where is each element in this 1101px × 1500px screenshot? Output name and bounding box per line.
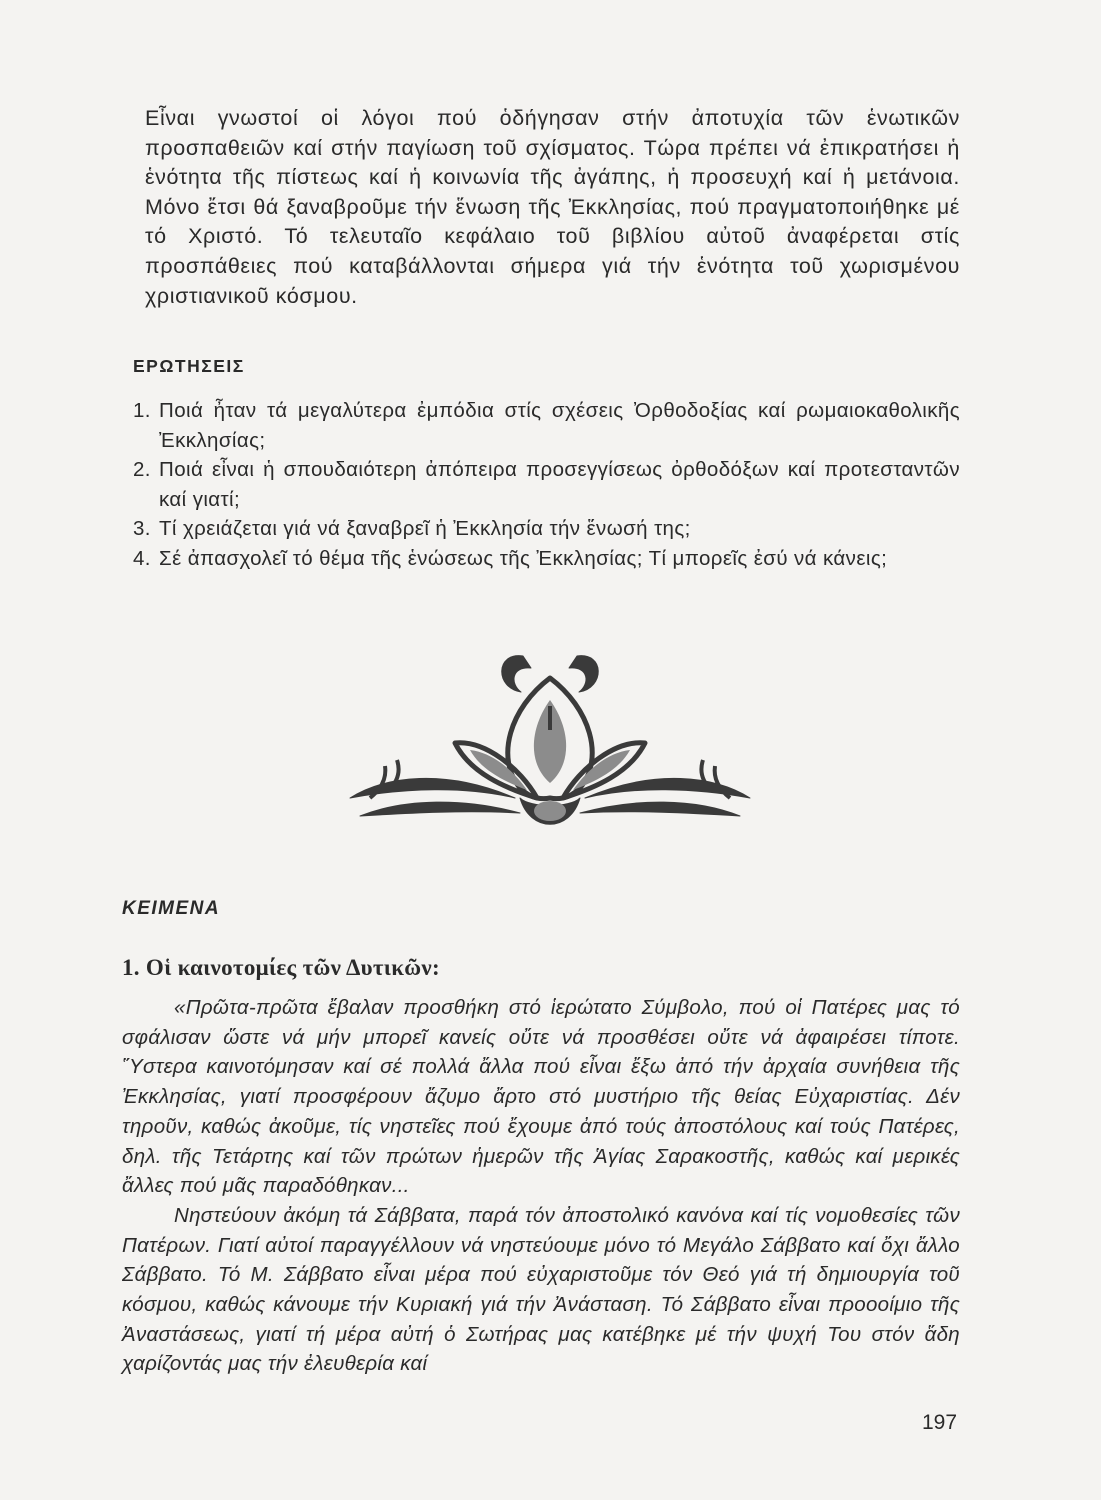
- page-number: 197: [922, 1411, 958, 1434]
- floral-ornament-icon: [345, 648, 755, 848]
- question-item: [133, 396, 960, 455]
- question-item: [133, 455, 960, 514]
- question-text: Σέ ἀπασχολεῖ τό θέμα τῆς ἑνώσεως τῆς Ἐκκλησίας; Τί μπορεῖς ἐσύ νά κάνεις;: [159, 546, 888, 570]
- question-item: [133, 544, 960, 574]
- question-text: Τί χρειάζεται γιά νά ξαναβρεῖ ἡ Ἐκκλησία τήν ἕνωσή της;: [159, 517, 691, 541]
- question-number: 4.: [133, 546, 151, 570]
- quote-paragraph: Νηστεύουν ἀκόμη τά Σάββατα, παρά τόν ἀποστολικό κανόνα καί τίς νομοθεσίες τῶν Πατέρων. Γιατί αὐτοί παραγγέλλουν νά νηστεύουμε μόνο τό Μεγάλο Σάββατο καί ὄχι ἄλλο Σάββατο. Τό Μ. Σάββατο εἶναι μέρα πού εὐχαριστοῦμε τόν Θεό γιά τή δημιουργία τοῦ κόσμου, καθώς κάνουμε τήν Κυριακή γιά τήν Ἀνάσταση. Τό Σάββατο εἶναι προοοίμιο τῆς Ἀναστάσεως, γιατί τή μέρα αὐτή ὁ Σωτήρας μας κατέβηκε μέ τήν ψυχή Του στόν ἅδη χαρίζοντάς μας τήν ἐλευθερία καί: [122, 1203, 960, 1376]
- questions-heading: ΕΡΩΤΗΣΕΙΣ: [133, 356, 245, 376]
- questions-list: [133, 396, 960, 574]
- question-number: 2.: [133, 458, 151, 482]
- question-number: 1.: [133, 399, 151, 422]
- question-text: Ποιά ἦταν τά μεγαλύτερα ἐμπόδια στίς σχέσεις Ὀρθοδοξίας καί ρωμαιοκαθολικῆς Ἐκκλησίας;: [159, 399, 960, 452]
- question-text: Ποιά εἶναι ἡ σπουδαιότερη ἀπόπειρα προσεγγίσεως ὀρθοδόξων καί προτεσταντῶν καί γιατί;: [159, 458, 960, 511]
- quote-paragraph: «Πρῶτα-πρῶτα ἔβαλαν προσθήκη στό ἱερώτατο Σύμβολο, πού οἱ Πατέρες μας τό σφάλισαν ὥστε νά μήν μπορεῖ κανείς οὔτε νά προσθέσει οὔτε νά ἀφαιρέσει τίποτε. Ὕστερα καινοτόμησαν καί σέ πολλά ἄλλα πού εἶναι ἔξω ἀπό τήν ἀρχαία συνήθεια τῆς Ἐκκλησίας, γιατί προσφέρουν ἄζυμο ἄρτο στό μυστήριο τῆς θείας Εὐχαριστίας. Δέν τηροῦν, καθώς ἀκοῦμε, τίς νηστεῖες πού ἔχουμε ἀπό τούς ἀποστόλους καί τούς Πατέρες, δηλ. τῆς Τετάρτης καί τῶν πρώτων ἡμερῶν τῆς Ἁγίας Σαρακοστῆς, καθώς καί μερικές ἄλλες πού μᾶς παραδόθηκαν...: [122, 996, 960, 1198]
- quoted-text: [122, 993, 960, 1379]
- question-item: [133, 514, 960, 544]
- section-title: 1. Οἱ καινοτομίες τῶν Δυτικῶν:: [122, 955, 440, 980]
- question-number: 3.: [133, 517, 151, 541]
- texts-heading: ΚΕΙΜΕΝΑ: [122, 898, 221, 919]
- intro-paragraph: Εἶναι γνωστοί οἱ λόγοι πού ὁδήγησαν στήν ἀποτυχία τῶν ἑνωτικῶν προσπαθειῶν καί στήν παγίωση τοῦ σχίσματος. Τώρα πρέπει νά ἐπικρατήσει ἡ ἑνότητα τῆς πίστεως καί ἡ κοινωνία τῆς ἀγάπης, ἡ προσευχή καί ἡ μετάνοια. Μόνο ἔτσι θά ξαναβροῦμε τήν ἕνωση τῆς Ἐκκλησίας, πού πραγματοποιήθηκε μέ τό Χριστό. Τό τελευταῖο κεφάλαιο τοῦ βιβλίου αὐτοῦ ἀναφέρεται στίς προσπάθειες πού καταβάλλονται σήμερα γιά τήν ἑνότητα τοῦ χωρισμένου χριστιανικοῦ κόσμου.: [145, 106, 960, 308]
